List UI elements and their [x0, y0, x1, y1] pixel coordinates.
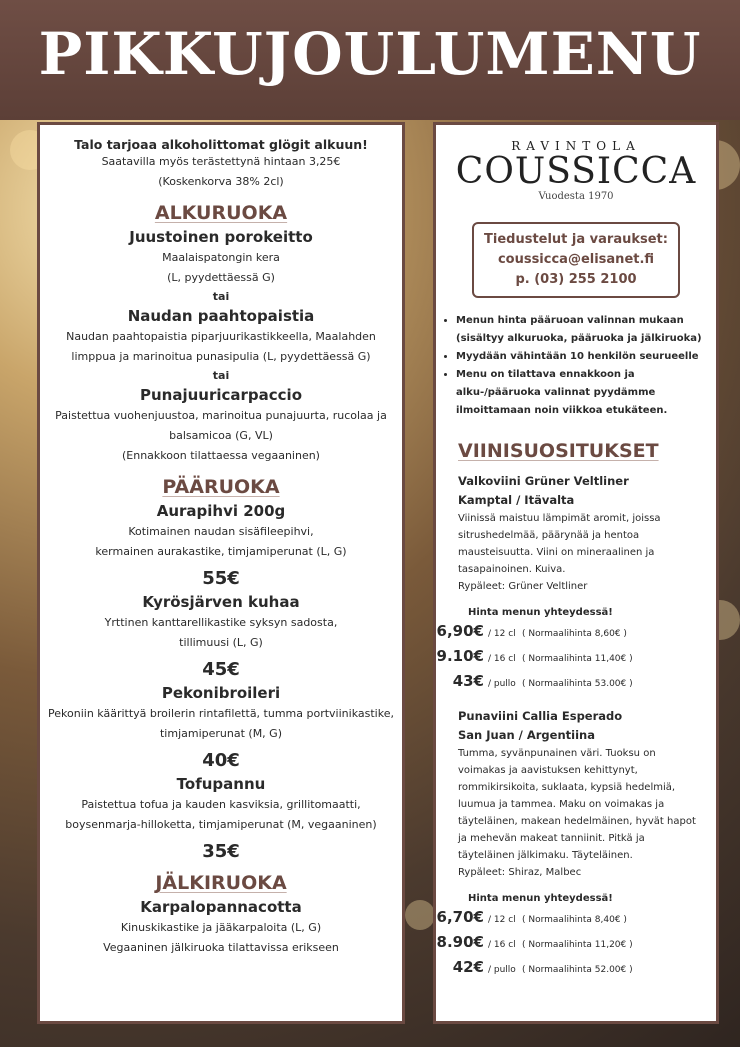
wine-price: 42€: [452, 958, 484, 976]
section-title-jalkiruoka: JÄLKIRUOKA: [155, 872, 287, 894]
dish-desc: Kotimainen naudan sisäfileepihvi,: [128, 525, 314, 538]
wine-normal-price: ( Normaalihinta 52.00€ ): [522, 965, 633, 975]
intro-text: (Koskenkorva 38% 2cl): [158, 175, 284, 188]
dish-desc: (L, pyydettäessä G): [167, 271, 275, 284]
dish-desc: Yrttinen kanttarellikastike syksyn sadosta,: [104, 616, 338, 629]
dish-desc: Pekoniin käärittyä broilerin rintafilettä, tumma portviinikastike,: [48, 707, 394, 720]
wine-desc: Tumma, syvänpunainen väri. Tuoksu on voimakas ja aavistuksen kehittynyt, rommikirsikoita, suklaata, kypsiä hedelmiä, luumua ja tammea. Maku on voimakas ja täyteläinen, makean hedelmäinen, hyvät hapot ja mehevän makeat tanniinit. Pitkä ja täyteläinen jälkimaku. Täyteläinen.: [458, 748, 696, 861]
price-row: [436, 647, 716, 672]
wine-name: Punaviini Callia Esperado: [458, 709, 623, 723]
dish-desc: Paistettua tofua ja kauden kasviksia, grillitomaatti,: [81, 798, 361, 811]
wine-normal-price: ( Normaalihinta 11,40€ ): [522, 654, 633, 664]
wine-price: 8.90€: [436, 933, 484, 951]
dish-desc: Kinuskikastike ja jääkarpaloita (L, G): [120, 921, 322, 934]
contact-email[interactable]: coussicca@elisanet.fi: [497, 252, 655, 267]
dish-desc: kermainen aurakastike, timjamiperunat (L, G): [95, 545, 347, 558]
price-row: [436, 622, 716, 647]
wine-normal-price: ( Normaalihinta 53.00€ ): [522, 679, 633, 689]
wine-unit: / 12 cl: [488, 915, 516, 925]
dish-desc: balsamicoa (G, VL): [169, 429, 273, 442]
dish-name: Punajuuricarpaccio: [139, 386, 302, 404]
wine-unit: / 16 cl: [488, 654, 516, 664]
wine-name: Valkoviini Grüner Veltliner: [458, 474, 629, 488]
dish-desc: Paistettua vuohenjuustoa, marinoitua punajuurta, rucolaa ja: [55, 409, 387, 422]
wine-unit: / pullo: [488, 965, 516, 975]
wine-normal-price: ( Normaalihinta 11,20€ ): [522, 940, 633, 950]
dish-price: 35€: [202, 841, 240, 862]
dish-desc: boysenmarja-hilloketta, timjamiperunat (M, vegaaninen): [65, 818, 377, 831]
wine-grapes: Rypäleet: Grüner Veltliner: [458, 581, 588, 592]
price-row: [436, 908, 716, 933]
dish-desc: Maalaispatongin kera: [162, 251, 280, 264]
logo: COUSSICCA: [455, 151, 697, 192]
dish-desc: Vegaaninen jälkiruoka tilattavissa erikseen: [103, 941, 339, 954]
dish-name: Pekonibroileri: [161, 684, 281, 702]
dish-name: Juustoinen porokeitto: [129, 228, 313, 246]
wine-section-title: VIINISUOSITUKSET: [458, 440, 659, 462]
section-title-paaruoka: PÄÄRUOKA: [162, 476, 280, 498]
wine-grapes: Rypäleet: Shiraz, Malbec: [458, 867, 582, 878]
wine-normal-price: ( Normaalihinta 8,40€ ): [522, 915, 627, 925]
logo-subtitle: RAVINTOLA: [511, 139, 641, 153]
wine-unit: / 16 cl: [488, 940, 516, 950]
wine-price: 9.10€: [436, 647, 484, 665]
wine-unit: / 12 cl: [488, 629, 516, 639]
wine-origin: Kamptal / Itävalta: [458, 493, 575, 507]
list-item: • Menu on tilattava ennakkoon ja alku-/pääruoka valinnat pyydämme ilmoittamaan noin viikkoa etukäteen.: [456, 366, 716, 420]
price-row: [436, 958, 716, 983]
menu-notes: [436, 312, 716, 420]
dish-name: Kyrösjärven kuhaa: [142, 593, 300, 611]
section-title-alkuruoka: ALKURUOKA: [154, 202, 288, 224]
separator-text: tai: [212, 290, 230, 303]
separator-text: tai: [212, 369, 230, 382]
wine-desc: Viinissä maistuu lämpimät aromit, joissa sitrushedelmää, päärynää ja hentoa mausteisuutta. Viini on mineraalinen ja tasapainoinen. Kuiva.: [458, 513, 661, 575]
dish-desc: (Ennakkoon tilattaessa vegaaninen): [122, 449, 320, 462]
info-panel: [433, 122, 719, 1024]
dish-desc: limppua ja marinoitua punasipulia (L, pyydettäessä G): [71, 350, 371, 363]
contact-heading: Tiedustelut ja varaukset:: [484, 232, 668, 247]
contact-phone[interactable]: p. (03) 255 2100: [515, 272, 637, 287]
bokeh-decoration: [405, 900, 435, 930]
wine-normal-price: ( Normaalihinta 8,60€ ): [522, 629, 627, 639]
dish-name: Karpalopannacotta: [140, 898, 302, 916]
logo-tagline: Vuodesta 1970: [538, 191, 614, 202]
page-title: PIKKUJOULUMENU: [38, 20, 702, 88]
wine-origin: San Juan / Argentiina: [458, 728, 595, 742]
dish-price: 55€: [202, 568, 240, 589]
wine-price: 43€: [452, 672, 484, 690]
wine-price: 6,70€: [436, 908, 484, 926]
dish-name: Tofupannu: [176, 775, 266, 793]
price-row: [436, 933, 716, 958]
dish-desc: timjamiperunat (M, G): [159, 727, 282, 740]
wine-price-heading: Hinta menun yhteydessä!: [468, 893, 613, 904]
wine-price: 6,90€: [436, 622, 484, 640]
contact-box: [472, 222, 680, 298]
wine-price-heading: Hinta menun yhteydessä!: [468, 607, 613, 618]
price-row: [436, 672, 716, 697]
wine-unit: / pullo: [488, 679, 516, 689]
dish-name: Naudan paahtopaistia: [127, 307, 315, 325]
menu-panel: [37, 122, 405, 1024]
dish-desc: tillimuusi (L, G): [179, 636, 263, 649]
list-item: • Myydään vähintään 10 henkilön seurueelle: [456, 348, 716, 366]
dish-price: 40€: [202, 750, 240, 771]
dish-price: 45€: [202, 659, 240, 680]
list-item: • Menun hinta pääruoan valinnan mukaan (sisältyy alkuruoka, pääruoka ja jälkiruoka): [456, 312, 716, 348]
dish-name: Aurapihvi 200g: [156, 502, 286, 520]
intro-heading: Talo tarjoaa alkoholittomat glögit alkuun!: [74, 137, 368, 152]
intro-text: Saatavilla myös terästettynä hintaan 3,25€: [101, 155, 341, 168]
dish-desc: Naudan paahtopaistia piparjuurikastikkeella, Maalahden: [66, 330, 376, 343]
